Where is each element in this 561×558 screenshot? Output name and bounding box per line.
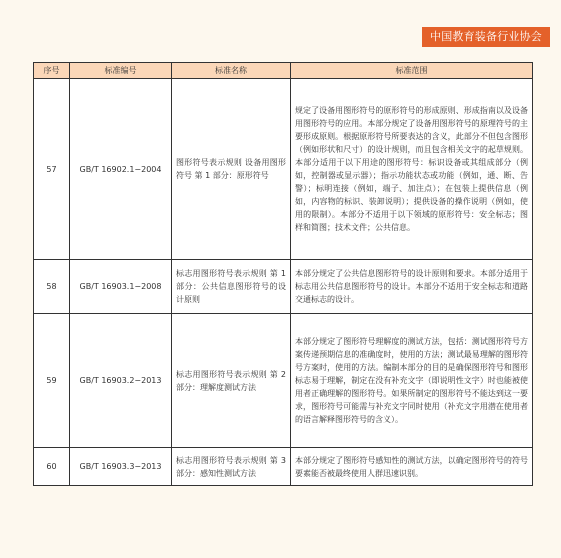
table-row: [34, 448, 533, 486]
header-standard-scope: 标准范围: [291, 63, 533, 79]
table-row: [34, 314, 533, 448]
table-row: [34, 260, 533, 314]
cell-standard-scope: 规定了设备用图形符号的原形符号的形成原则、形成指南以及设备用图形符号的应用。本部分规定了设备用图形符号的原理符号的主要形成原则。根据原形符号所要表达的含义，此部分不但包含图形（例如形状和尺寸）的设计规则，而且包含相关文字的起草规则。本部分适用于以下用途的图形符号：标识设备或其组成部分（例如，控制器或显示器）；指示功能状态或功能（例如，通、断、告警）；标明连接（例如，端子、加注点）；在包装上提供信息（例如，内容物的标识、装卸说明）；提供设备的操作说明（例如，使用的限制）。本部分不适用于以下领域的原形符号：安全标志；图样和简图；技术文件；公共信息。: [291, 79, 533, 260]
cell-standard-scope: 本部分规定了图形符号感知性的测试方法，以确定图形符号的符号要素能否被最终使用人群迅速识别。: [291, 448, 533, 486]
cell-standard-code: GB/T 16903.1−2008: [70, 260, 172, 314]
cell-standard-name: 标志用图形符号表示规则 第 2 部分：理解度测试方法: [172, 314, 291, 448]
cell-standard-scope: 本部分规定了公共信息图形符号的设计原则和要求。本部分适用于标志用公共信息图形符号的设计。本部分不适用于安全标志和道路交通标志的设计。: [291, 260, 533, 314]
cell-standard-name: 图形符号表示规则 设备用图形符号 第 1 部分：原形符号: [172, 79, 291, 260]
table-row: [34, 79, 533, 260]
cell-standard-scope: 本部分规定了图形符号理解度的测试方法，包括：测试图形符号方案传递预期信息的准确度时，使用的方法；测试最易理解的图形符号方案时，使用的方法。编制本部分的目的是确保图形符号和图形标志易于理解，制定在没有补充文字（即说明性文字）时也能被使用者正确理解的图形符号。如果所制定的图形符号不能达到这一要求，图形符号可能需与补充文字同时使用（补充文字用潜在使用者的语言解释图形符号的含义）。: [291, 314, 533, 448]
cell-serial-no: 59: [34, 314, 70, 448]
standards-table: [33, 62, 533, 486]
cell-standard-code: GB/T 16903.2−2013: [70, 314, 172, 448]
cell-standard-code: GB/T 16903.3−2013: [70, 448, 172, 486]
cell-standard-code: GB/T 16902.1−2004: [70, 79, 172, 260]
table-header-row: [34, 63, 533, 79]
cell-serial-no: 60: [34, 448, 70, 486]
org-badge: 中国教育装备行业协会: [422, 27, 550, 47]
cell-serial-no: 57: [34, 79, 70, 260]
cell-serial-no: 58: [34, 260, 70, 314]
cell-standard-name: 标志用图形符号表示规则 第 1 部分：公共信息图形符号的设计原则: [172, 260, 291, 314]
header-serial-no: 序号: [34, 63, 70, 79]
header-standard-name: 标准名称: [172, 63, 291, 79]
header-standard-code: 标准编号: [70, 63, 172, 79]
cell-standard-name: 标志用图形符号表示规则 第 3 部分：感知性测试方法: [172, 448, 291, 486]
